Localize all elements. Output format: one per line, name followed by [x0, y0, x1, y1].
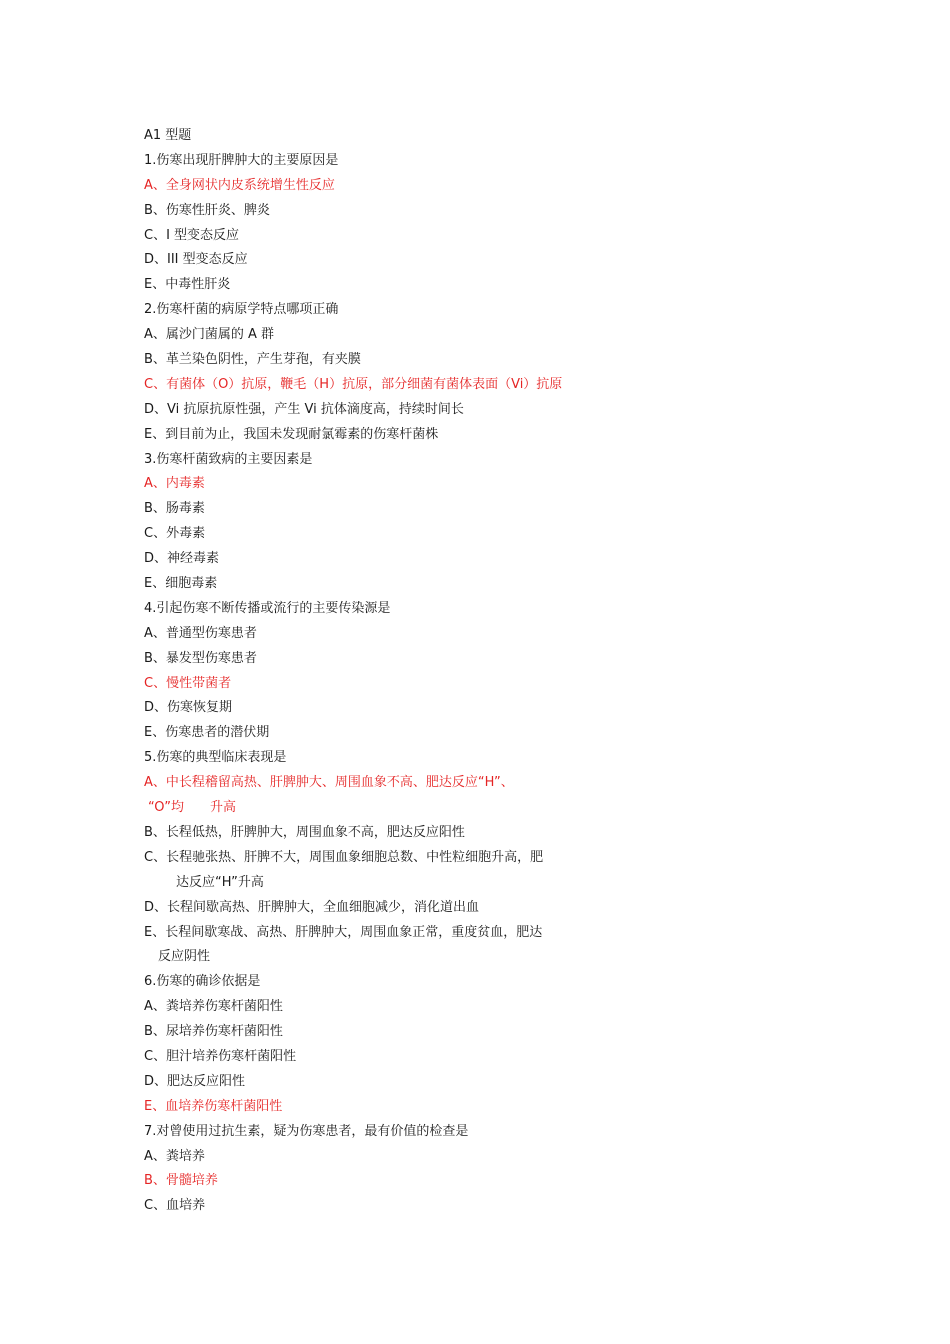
text-line: E、中毒性肝炎 [144, 277, 231, 293]
text-line: B、长程低热，肝脾肿大，周围血象不高，肥达反应阳性 [144, 824, 465, 840]
text-line: C、胆汁培养伤寒杆菌阳性 [144, 1048, 297, 1064]
text-line: D、神经毒素 [144, 551, 220, 567]
text-line: D、III 型变态反应 [144, 252, 248, 268]
text-line: D、肥达反应阳性 [144, 1073, 246, 1089]
answer-line: C、有菌体（O）抗原，鞭毛（H）抗原，部分细菌有菌体表面（Vi）抗原 [144, 376, 563, 392]
text-line: 5.伤寒的典型临床表现是 [144, 750, 287, 766]
text-line: C、长程驰张热、肝脾不大，周围血象细胞总数、中性粒细胞升高，肥 [144, 849, 544, 865]
text-line: 6.伤寒的确诊依据是 [144, 974, 261, 990]
question-list [144, 124, 844, 1219]
text-line: B、肠毒素 [144, 501, 205, 517]
text-line: B、尿培养伤寒杆菌阳性 [144, 1024, 283, 1040]
text-line: E、到目前为止，我国未发现耐氯霉素的伤寒杆菌株 [144, 426, 439, 442]
text-line: C、I 型变态反应 [144, 227, 240, 243]
answer-line: E、血培养伤寒杆菌阳性 [144, 1098, 283, 1114]
text-line: E、细胞毒素 [144, 576, 218, 592]
text-line: A、粪培养 [144, 1148, 205, 1164]
text-line: D、伤寒恢复期 [144, 700, 233, 716]
answer-line: A、内毒素 [144, 476, 205, 492]
answer-line: A、中长程稽留高热、肝脾肿大、周围血象不高、肥达反应“H”、 [144, 775, 514, 791]
text-line: D、Vi 抗原抗原性强，产生 Vi 抗体滴度高，持续时间长 [144, 401, 464, 417]
text-line: 1.伤寒出现肝脾肿大的主要原因是 [144, 152, 339, 168]
answer-line: B、骨髓培养 [144, 1173, 218, 1189]
text-line: 3.伤寒杆菌致病的主要因素是 [144, 451, 313, 467]
text-line: 反应阴性 [158, 949, 211, 965]
text-line: B、暴发型伤寒患者 [144, 650, 257, 666]
text-line: B、革兰染色阴性，产生芽孢，有夹膜 [144, 352, 361, 368]
text-line: A、粪培养伤寒杆菌阳性 [144, 999, 283, 1015]
text-line: 7.对曾使用过抗生素，疑为伤寒患者，最有价值的检查是 [144, 1123, 469, 1139]
text-line: A1 型题 [144, 128, 192, 143]
text-line: C、外毒素 [144, 526, 206, 542]
text-line: D、长程间歇高热、肝脾肿大，全血细胞减少，消化道出血 [144, 899, 480, 915]
text-line: 2.伤寒杆菌的病原学特点哪项正确 [144, 302, 339, 318]
answer-line: C、慢性带菌者 [144, 675, 232, 691]
answer-line: A、全身网状内皮系统增生性反应 [144, 177, 335, 193]
text-line: E、长程间歇寒战、高热、肝脾肿大，周围血象正常，重度贫血，肥达 [144, 924, 543, 940]
text-line: A、普通型伤寒患者 [144, 625, 257, 641]
text-line: 达反应“H”升高 [176, 874, 264, 890]
text-line: B、伤寒性肝炎、脾炎 [144, 202, 270, 218]
answer-line: “O”均 升高 [148, 800, 237, 816]
text-line: A、属沙门菌属的 A 群 [144, 327, 275, 343]
text-line: C、血培养 [144, 1198, 206, 1214]
text-line: 4.引起伤寒不断传播或流行的主要传染源是 [144, 600, 391, 616]
text-line: E、伤寒患者的潜伏期 [144, 725, 270, 741]
